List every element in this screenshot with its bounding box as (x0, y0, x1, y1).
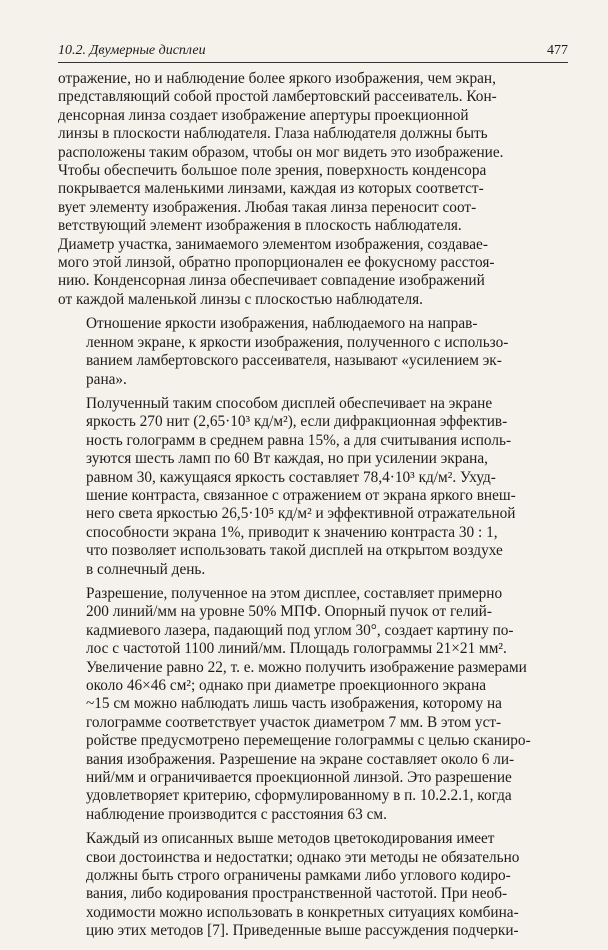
text-line: покрывается маленькими линзами, каждая из которых соответст- (58, 180, 484, 198)
text-line: ходимости можно использовать в конкретных ситуациях комбина- (86, 903, 519, 921)
text-line: в солнечный день. (86, 560, 206, 578)
text-line: от каждой маленькой линзы с плоскостью наблюдателя. (58, 290, 423, 308)
text-line: вует элементу изображения. Любая такая линза переносит соот- (58, 198, 477, 216)
text-line: шение контраста, связанное с отражением от экрана яркого внеш- (86, 486, 516, 504)
text-line: Диаметр участка, занимаемого элементом изображения, создавае- (58, 235, 488, 253)
text-line: Каждый из описанных выше методов цветокодирования имеет (86, 830, 495, 848)
text-line: него света яркостью 26,5·10⁵ кд/м² и эффективной отражательной (86, 505, 516, 523)
text-line: ванием ламбертовского рассеивателя, называют «усилением эк- (86, 352, 502, 370)
page-number: 477 (547, 43, 568, 58)
text-line: ~15 см можно наблюдать лишь часть изображения, которому на (86, 695, 502, 713)
text-line: ленном экране, к яркости изображения, полученного с использо- (86, 333, 509, 351)
text-line: расположены таким образом, чтобы он мог видеть это изображение. (58, 143, 504, 161)
paragraph (58, 830, 568, 940)
text-line: яркость 270 нит (2,65·10³ кд/м²), если дифракционная эффектив- (86, 413, 508, 431)
text-line: линзы в плоскости наблюдателя. Глаза наблюдателя должны быть (58, 125, 488, 143)
text-line: равном 30, кажущаяся яркость составляет 78,4·10³ кд/м². Ухуд- (86, 468, 496, 486)
text-line: зуются шесть ламп по 60 Вт каждая, но при усилении экрана, (86, 450, 488, 468)
paragraph (58, 585, 568, 824)
page-header (58, 40, 568, 63)
text-line: денсорная линза создает изображение апертуры проекционной (58, 106, 469, 124)
text-line: вания изображения. Разрешение на экране составляет около 6 ли- (86, 750, 515, 768)
text-line: свои достоинства и недостатки; однако эти методы не обязательно (86, 848, 520, 866)
text-line: способности экрана 1%, приводит к значению контраста 30 : 1, (86, 523, 498, 541)
paragraph (58, 315, 568, 389)
text-line: что позволяет использовать такой дисплей на открытом воздухе (86, 542, 503, 560)
text-line: ветствующий элемент изображения в плоскость наблюдателя. (58, 217, 462, 235)
text-line: цию этих методов [7]. Приведенные выше рассуждения подчерки- (86, 922, 519, 940)
text-line: Полученный таким способом дисплей обеспечивает на экране (86, 394, 493, 412)
text-line: наблюдение производится с расстояния 63 см. (86, 805, 387, 823)
paragraph (58, 70, 568, 309)
text-line: Отношение яркости изображения, наблюдаемого на направ- (86, 315, 478, 333)
text-line: удовлетворяет критерию, сформулированному в п. 10.2.2.1, когда (86, 787, 512, 805)
text-line: ность голограмм в среднем равна 15%, а для считывания исполь- (86, 431, 512, 449)
text-line: голограмме соответствует участок диаметром 7 мм. В этом уст- (86, 713, 502, 731)
text-line: Разрешение, полученное на этом дисплее, составляет примерно (86, 584, 503, 602)
paragraph (58, 395, 568, 579)
text-line: представляющий собой простой ламбертовский рассеиватель. Кон- (58, 88, 497, 106)
text-line: отражение, но и наблюдение более яркого изображения, чем экран, (58, 70, 496, 87)
text-line: кадмиевого лазера, падающий под углом 30°, создает картину по- (86, 621, 514, 639)
text-line: ройстве предусмотрено перемещение голограммы с целью сканиро- (86, 732, 531, 750)
text-line: мого этой линзой, обратно пропорционален ее фокусному расстоя- (58, 254, 495, 272)
body-text (58, 70, 568, 941)
text-line: Увеличение равно 22, т. е. можно получить изображение размерами (86, 658, 527, 676)
text-line: должны быть строго ограничены рамками либо углового кодиро- (86, 867, 511, 885)
text-line: рана». (86, 370, 127, 388)
text-line: около 46×46 см²; однако при диаметре проекционного экрана (86, 677, 487, 694)
text-line: 200 линий/мм на уровне 50% МПФ. Опорный пучок от гелий- (86, 603, 492, 621)
text-line: Чтобы обеспечить большое поле зрения, поверхность конденсора (58, 162, 487, 180)
text-line: лос с частотой 1100 линий/мм. Площадь голограммы 21×21 мм². (86, 640, 507, 658)
running-title: 10.2. Двумерные дисплеи (58, 43, 206, 58)
text-line: ний/мм и ограничивается проекционной линзой. Это разрешение (86, 769, 512, 787)
text-line: нию. Конденсорная линза обеспечивает совпадение изображений (58, 272, 485, 290)
text-line: вания, либо кодирования пространственной частотой. При необ- (86, 885, 508, 903)
